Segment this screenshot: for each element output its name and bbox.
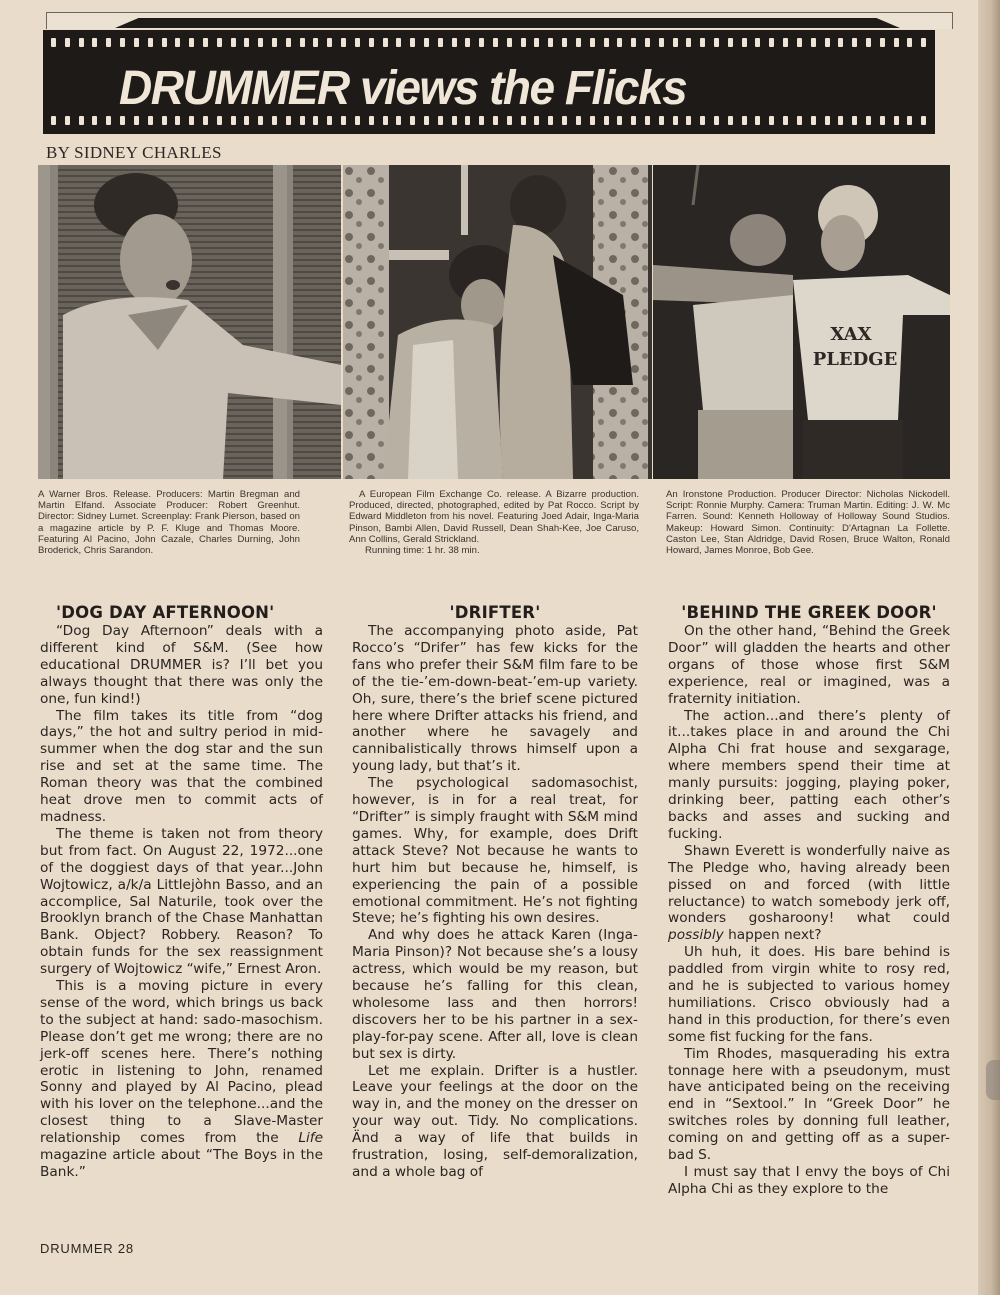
perforation-hole	[383, 38, 388, 47]
perforation-hole	[645, 38, 650, 47]
perforation-hole	[880, 116, 885, 125]
perforation-hole	[313, 116, 318, 125]
perforation-hole	[79, 38, 84, 47]
perforation-hole	[120, 38, 125, 47]
credits-text: A European Film Exchange Co. release. A Bizarre production. Produced, directed, photographed, edited by Pat Rocco. Script by Edward Middleton from his novel. Featuring Joed Adair, Inga-Maria Pinson, Bambi Allen, David Russell, Dean Shah-Kee, Joe Caruso, Ann Collins, Gerald Strickland.	[349, 489, 639, 545]
photo-behind-the-greek-door	[653, 165, 950, 479]
perforation-hole	[714, 116, 719, 125]
byline: BY SIDNEY CHARLES	[46, 143, 222, 162]
perforation-hole	[728, 116, 733, 125]
perforation-hole	[452, 116, 457, 125]
perforation-hole	[534, 38, 539, 47]
perforation-hole	[465, 38, 470, 47]
article-behind-the-greek-door	[668, 603, 950, 1198]
perforation-hole	[244, 38, 249, 47]
emphasis: possibly	[668, 927, 724, 944]
perforation-hole	[396, 38, 401, 47]
perforation-hole	[231, 38, 236, 47]
perforation-hole	[921, 116, 926, 125]
film-perforations-bottom	[51, 116, 927, 126]
perforation-hole	[755, 38, 760, 47]
running-time: Running time: 1 hr. 38 min.	[365, 545, 480, 557]
article-dog-day-afternoon	[40, 603, 323, 1181]
paragraph: And why does he attack Karen (Inga-Maria Pinson)? Not because she’s a lousy actress, which would be my reason, but because he’s falling for this clean, wholesome lass and then horrors! discovers her to be his partner in a sex-play-for-pay scene. After all, love is clean but sex is dirty.	[352, 927, 638, 1062]
perforation-hole	[189, 116, 194, 125]
perforation-hole	[769, 38, 774, 47]
credits-text: An Ironstone Production. Producer Director: Nicholas Nickodell. Script: Ronnie Murphy. Camera: Truman Martin. Editing: J. W. Mc Farren. Sound: Kenneth Holloway of Holloway Sound Studios. Makeup: Howard Simon. Continuity: D'Artagnan La Follette. Caston Lee, Stan Aldridge, David Rosen, Bruce Walton, Ronald Howard, James Monroe, Bob Gee.	[666, 489, 950, 557]
credits-drifter	[349, 489, 639, 556]
previous-page-strip	[46, 12, 953, 29]
perforation-hole	[521, 38, 526, 47]
perforation-hole	[479, 116, 484, 125]
perforation-hole	[728, 38, 733, 47]
perforation-hole	[120, 116, 125, 125]
perforation-hole	[493, 38, 498, 47]
perforation-hole	[65, 38, 70, 47]
perforation-hole	[203, 116, 208, 125]
page-folio: DRUMMER 28	[40, 1241, 134, 1256]
perforation-hole	[424, 116, 429, 125]
perforation-hole	[617, 116, 622, 125]
perforation-hole	[300, 38, 305, 47]
perforation-hole	[852, 116, 857, 125]
perforation-hole	[576, 38, 581, 47]
perforation-hole	[134, 116, 139, 125]
paragraph: Let me explain. Drifter is a hustler. Leave your feelings at the door on the way in, and the money on the dresser on your way out. Tidy. No complications. Änd a way of life that builds in frustration, losing, self-demoralization, and a whole bag of	[352, 1062, 638, 1180]
perforation-hole	[742, 116, 747, 125]
paragraph: “Dog Day Afternoon” deals with a different kind of S&M. (See how educational DRUMMER is? I’ll bet you always thought that there was only the one, fun kind!)	[40, 623, 323, 707]
perforation-hole	[507, 38, 512, 47]
perforation-hole	[797, 38, 802, 47]
perforation-hole	[286, 116, 291, 125]
perforation-hole	[534, 116, 539, 125]
perforation-hole	[866, 38, 871, 47]
perforation-hole	[355, 116, 360, 125]
perforation-hole	[755, 116, 760, 125]
perforation-hole	[894, 38, 899, 47]
perforation-hole	[686, 38, 691, 47]
paragraph-text: Shawn Everett is wonderfully naive as The Pledge who, having already been pissed on and forced (with little reluctance) to watch somebody jerk off, wonders gosharoony! what could	[668, 842, 950, 927]
perforation-hole	[369, 116, 374, 125]
perforation-hole	[438, 38, 443, 47]
perforation-hole	[631, 116, 636, 125]
article-heading: 'BEHIND THE GREEK DOOR'	[681, 603, 937, 622]
perforation-hole	[106, 38, 111, 47]
perforation-hole	[217, 38, 222, 47]
perforation-hole	[507, 116, 512, 125]
paragraph	[40, 978, 323, 1181]
paragraph: The action...and there’s plenty of it...takes place in and around the Chi Alpha Chi frat house and sexgarage, where members spend their time at manly pursuits: jogging, playing poker, drinking beer, patting each other’s backs and asses and sucking and fucking.	[668, 707, 950, 842]
perforation-hole	[769, 116, 774, 125]
binding-clip	[986, 1060, 1000, 1100]
perforation-hole	[272, 38, 277, 47]
perforation-hole	[231, 116, 236, 125]
perforation-hole	[576, 116, 581, 125]
perforation-hole	[383, 116, 388, 125]
credits-behind-the-greek-door	[666, 489, 950, 556]
perforation-hole	[783, 38, 788, 47]
perforation-hole	[51, 38, 56, 47]
paragraph: The film takes its title from “dog days,” the hot and sultry period in mid-summer when the dog star and the sun rise and set at the same time. The Roman theory was that the combined heat drove men to commit acts of madness.	[40, 707, 323, 825]
perforation-hole	[880, 38, 885, 47]
perforation-hole	[258, 38, 263, 47]
perforation-hole	[452, 38, 457, 47]
paragraph: The theme is taken not from theory but from fact. On August 22, 1972...one of the doggiest days of that year...John Wojtowicz, a/k/a Littlejòhn Basso, and an accomplice, Sal Naturile, took over the Brooklyn branch of the Chase Manhattan Bank. Object? Robbery. Reason? To obtain funds for the sex reassignment surgery of Wojtowicz “wife,” Ernest Aron.	[40, 825, 323, 978]
perforation-hole	[590, 38, 595, 47]
perforation-hole	[203, 38, 208, 47]
perforation-hole	[645, 116, 650, 125]
perforation-hole	[148, 38, 153, 47]
perforation-hole	[673, 116, 678, 125]
perforation-hole	[907, 116, 912, 125]
perforation-hole	[521, 116, 526, 125]
shirt-text-xax: XAX	[830, 324, 872, 345]
perforation-hole	[175, 38, 180, 47]
perforation-hole	[907, 38, 912, 47]
perforation-hole	[825, 116, 830, 125]
paragraph-text: happen next?	[723, 927, 822, 944]
perforation-hole	[51, 116, 56, 125]
perforation-hole	[604, 116, 609, 125]
perforation-hole	[327, 38, 332, 47]
article-heading: 'DOG DAY AFTERNOON'	[56, 603, 275, 622]
perforation-hole	[341, 38, 346, 47]
perforation-hole	[162, 38, 167, 47]
perforation-hole	[921, 38, 926, 47]
perforation-hole	[659, 116, 664, 125]
page-title: DRUMMER views the Flicks	[119, 59, 687, 115]
perforation-hole	[65, 116, 70, 125]
perforation-hole	[106, 116, 111, 125]
perforation-hole	[783, 116, 788, 125]
paragraph: The psychological sadomasochist, however, is in for a real treat, for “Drifter” is simply fraught with S&M mind games. Why, for example, does Drift attack Steve? Not because he wants to hurt him but because he, himself, is experiencing the pain of a possible emotional commitment. He’s not fighting Steve; he’s fighting his own desires.	[352, 775, 638, 927]
perforation-hole	[148, 116, 153, 125]
credits-text: A Warner Bros. Release. Producers: Martin Bregman and Martin Elfand. Associate Producer: Robert Greenhut. Director: Sidney Lumet. Screenplay: Frank Pierson, based on a magazine article by P. F. Kluge and Thomas Moore. Featuring Al Pacino, John Cazale, Charles Durning, John Broderick, Chris Sarandon.	[38, 489, 300, 557]
perforation-hole	[396, 116, 401, 125]
perforation-hole	[272, 116, 277, 125]
perforation-hole	[327, 116, 332, 125]
perforation-hole	[410, 116, 415, 125]
perforation-hole	[673, 38, 678, 47]
title-banner	[43, 30, 935, 134]
paragraph: On the other hand, “Behind the Greek Door” will gladden the hearts and other organs of those whose first S&M experience, real or imagined, was a fraternity initiation.	[668, 623, 950, 707]
perforation-hole	[714, 38, 719, 47]
perforation-hole	[313, 38, 318, 47]
perforation-hole	[742, 38, 747, 47]
perforation-hole	[410, 38, 415, 47]
perforation-hole	[465, 116, 470, 125]
paragraph: The accompanying photo aside, Pat Rocco’s “Drifer” has few kicks for the fans who prefer their S&M film fare to be of the tie-’em-down-beat-’em-up variety. Oh, sure, there’s the brief scene pictured here where Drifter attacks his friend, and another where he savagely and cannibalistically throws himself upon a young lady, but that’s it.	[352, 623, 638, 775]
perforation-hole	[79, 116, 84, 125]
perforation-hole	[838, 116, 843, 125]
paragraph: I must say that I envy the boys of Chi Alpha Chi as they explore to the	[668, 1164, 950, 1197]
perforation-hole	[162, 116, 167, 125]
perforation-hole	[355, 38, 360, 47]
perforation-hole	[811, 116, 816, 125]
photo-drifter	[343, 165, 652, 479]
perforation-hole	[493, 116, 498, 125]
film-perforations-top	[51, 38, 927, 48]
perforation-hole	[562, 116, 567, 125]
perforation-hole	[341, 116, 346, 125]
perforation-hole	[852, 38, 857, 47]
article-heading: 'DRIFTER'	[449, 603, 541, 622]
perforation-hole	[700, 38, 705, 47]
perforation-hole	[811, 38, 816, 47]
credits-dog-day-afternoon	[38, 489, 300, 556]
perforation-hole	[189, 38, 194, 47]
paragraph: Uh huh, it does. His bare behind is paddled from virgin white to rosy red, and he is subjected to various homey humiliations. Crisco obviously had a hand in this production, for there’s even some fist fucking for the fans.	[668, 944, 950, 1045]
perforation-hole	[825, 38, 830, 47]
perforation-hole	[479, 38, 484, 47]
perforation-hole	[424, 38, 429, 47]
paragraph-text: magazine article about “The Boys in the Bank.”	[40, 1147, 323, 1180]
perforation-hole	[134, 38, 139, 47]
article-drifter	[352, 603, 638, 1181]
perforation-hole	[244, 116, 249, 125]
perforation-hole	[894, 116, 899, 125]
perforation-hole	[866, 116, 871, 125]
perforation-hole	[590, 116, 595, 125]
perforation-hole	[258, 116, 263, 125]
perforation-hole	[92, 38, 97, 47]
perforation-hole	[686, 116, 691, 125]
perforation-hole	[175, 116, 180, 125]
perforation-hole	[562, 38, 567, 47]
perforation-hole	[548, 116, 553, 125]
perforation-hole	[217, 116, 222, 125]
perforation-hole	[286, 38, 291, 47]
shirt-text-pledge: PLEDGE	[812, 349, 898, 370]
magazine-title: Life	[298, 1130, 323, 1147]
perforation-hole	[838, 38, 843, 47]
perforation-hole	[617, 38, 622, 47]
perforation-hole	[92, 116, 97, 125]
perforation-hole	[300, 116, 305, 125]
perforation-hole	[438, 116, 443, 125]
paragraph-text: This is a moving picture in every sense of the word, which brings us back to the subject at hand: sado-masochism. Please don’t get me wrong; there are no jerk-off scenes here. There’s nothing erotic in listening to John, renamed Sonny and played by Al Pacino, plead with his lover on the telephone...and the closest thing to a Slave-Master relationship comes from the	[40, 978, 323, 1147]
perforation-hole	[631, 38, 636, 47]
photo-dog-day-afternoon	[38, 165, 341, 479]
page-edge-shadow	[978, 0, 1000, 1295]
paragraph: Tim Rhodes, masquerading his extra tonnage here with a pseudonym, must have anticipated being on the receiving end in “Sextool.” In “Greek Door” he switches roles by donning full leather, coming on and getting off as a super-bad S.	[668, 1045, 950, 1164]
perforation-hole	[797, 116, 802, 125]
paragraph	[668, 843, 950, 944]
perforation-hole	[369, 38, 374, 47]
perforation-hole	[604, 38, 609, 47]
perforation-hole	[659, 38, 664, 47]
perforation-hole	[548, 38, 553, 47]
perforation-hole	[700, 116, 705, 125]
